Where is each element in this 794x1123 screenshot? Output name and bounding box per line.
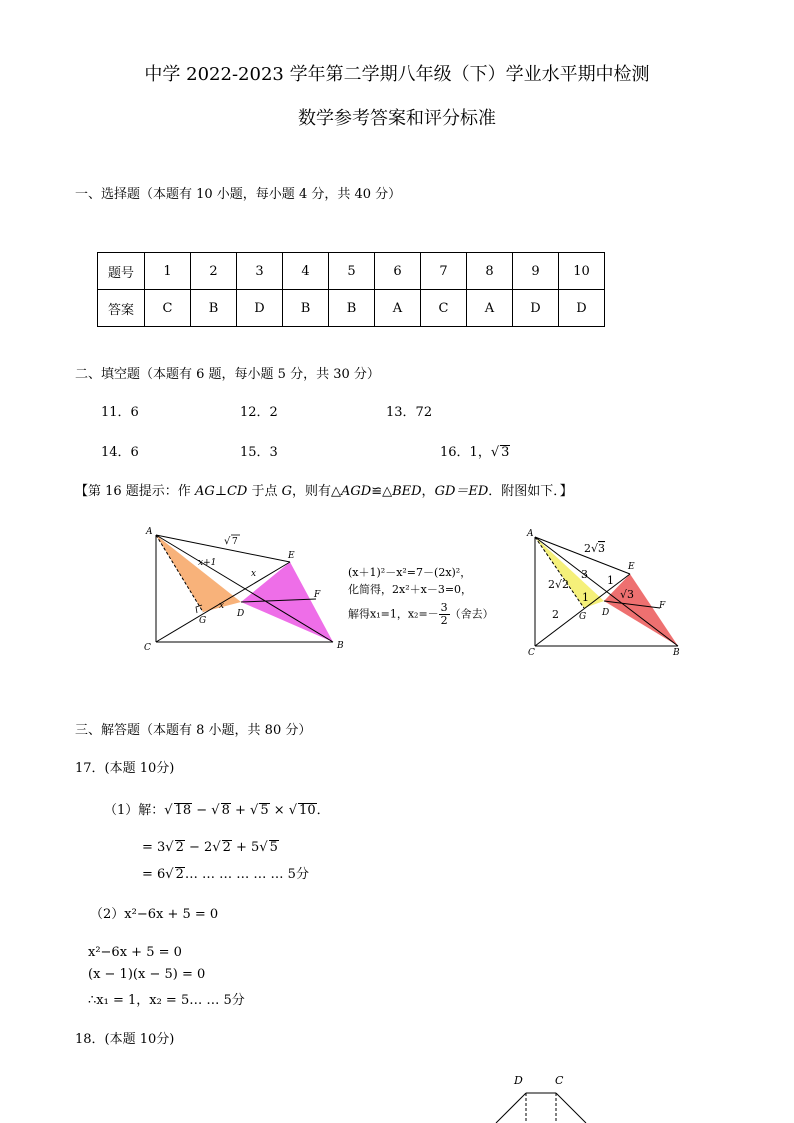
fraction-numerator: 3	[440, 601, 448, 614]
fill-answer-16-label: 16．1，	[440, 445, 491, 460]
table-cell: 1	[145, 253, 191, 290]
label-E: E	[288, 551, 295, 561]
q17-line: ∴x₁ = 1，x₂ = 5… … 5分	[88, 993, 245, 1008]
sqrt-radicand: 2	[175, 867, 184, 882]
table-cell: D	[559, 290, 605, 327]
q18-heading: 18．(本题 10分)	[75, 1032, 175, 1047]
fill-answer-11: 11．6	[101, 405, 139, 420]
answer-table	[97, 252, 605, 327]
table-header-cell: 题号	[98, 253, 145, 290]
label-G: G	[199, 616, 207, 626]
equation-line: (x＋1)²－x²=7－(2x)²，	[348, 566, 472, 579]
fill-answer-14: 14．6	[101, 445, 139, 460]
label-2: 2	[552, 608, 559, 621]
hint-16	[75, 480, 573, 499]
figure-q18	[490, 1070, 600, 1123]
fill-answer-16: 16．1，√ 3	[440, 445, 510, 460]
label-1: 1	[582, 591, 589, 604]
table-cell: 7	[421, 253, 467, 290]
label-B: B	[337, 641, 344, 651]
equation-block	[348, 564, 494, 627]
sqrt-radicand: 5	[269, 840, 278, 855]
equation-text: （舍去）	[449, 607, 494, 621]
table-cell: A	[375, 290, 421, 327]
sqrt-radicand: 5	[260, 803, 269, 818]
table-cell: B	[329, 290, 375, 327]
label-A: A	[146, 527, 153, 537]
label-1: 1	[607, 574, 614, 587]
sqrt-radicand: 2	[175, 840, 184, 855]
label-D: D	[602, 608, 610, 618]
section3-heading: 三、解答题（本题有 8 小题，共 80 分）	[75, 723, 312, 738]
label-2sqrt3: 2√3	[584, 542, 606, 555]
hint-math: AGD	[340, 484, 372, 499]
score-marker: … … … … … … 5分	[184, 867, 309, 882]
fill-answer-12: 12．2	[240, 405, 278, 420]
sqrt-radicand: 8	[221, 803, 230, 818]
period: ．	[316, 803, 330, 818]
hint-text: ．附图如下．】	[488, 484, 573, 499]
fraction-denominator: 2	[440, 614, 448, 627]
page-subtitle: 数学参考答案和评分标准	[298, 108, 496, 129]
label-2sqrt2: 2√2	[548, 578, 570, 591]
sqrt-radicand: 10	[299, 803, 316, 818]
label-sqrt7: 7	[232, 537, 238, 547]
table-cell: 9	[513, 253, 559, 290]
exam-title: 中学 2022-2023 学年第二学期八年级（下）学业水平期中检测	[144, 64, 650, 85]
equation-line: 化简得，2x²＋x－3=0，	[348, 583, 473, 596]
table-cell: D	[513, 290, 559, 327]
q17-part1: （1）解：√ 18 − √ 8 + √ 5 × √ 10．	[104, 803, 330, 818]
hint-math: AG⊥CD	[194, 484, 248, 499]
label-C: C	[555, 1074, 564, 1087]
fraction	[439, 602, 450, 627]
label-A: A	[527, 529, 534, 539]
label-C: C	[528, 648, 535, 658]
label-C: C	[144, 643, 151, 653]
sqrt-radicand: 3	[501, 445, 510, 460]
table-cell: 10	[559, 253, 605, 290]
q17-heading: 17．(本题 10分)	[75, 761, 175, 776]
table-cell: 4	[283, 253, 329, 290]
sqrt-radicand: 2	[222, 840, 231, 855]
table-cell: 2	[191, 253, 237, 290]
fill-answer-15: 15．3	[240, 445, 278, 460]
section1-heading: 一、选择题（本题有 10 小题，每小题 4 分，共 40 分）	[75, 187, 402, 202]
table-cell: B	[191, 290, 237, 327]
step-text: = 6	[142, 867, 166, 882]
table-cell: 5	[329, 253, 375, 290]
label-x: x	[251, 569, 257, 579]
fill-answer-13: 13．72	[386, 405, 433, 420]
q17-step2: = 6√ 2… … … … … … 5分	[142, 867, 309, 882]
hint-math: BED	[392, 484, 422, 499]
step-text: − 2	[184, 840, 213, 855]
q17-step1: = 3√ 2 − 2√ 2 + 5√ 5	[142, 840, 278, 855]
hint-math: GD＝ED	[434, 484, 489, 499]
label-x-plus-1: x+1	[198, 558, 217, 568]
hint-text: ≌△	[371, 484, 393, 499]
equation-text: 解得x₁=1，x₂=－	[348, 607, 439, 621]
table-cell: 6	[375, 253, 421, 290]
part-label: （1）解：	[104, 803, 165, 818]
label-F: F	[659, 601, 666, 611]
table-cell: D	[237, 290, 283, 327]
equation-line-3	[348, 602, 494, 627]
sqrt-radicand: 18	[174, 803, 192, 818]
table-cell: 3	[237, 253, 283, 290]
hint-text: ，	[421, 484, 435, 499]
hint-text: ，则有△	[291, 484, 341, 499]
q17-part2: （2）x²−6x + 5 = 0	[90, 907, 219, 922]
label-B: B	[673, 648, 680, 658]
label-G: G	[579, 612, 587, 622]
step-text: = 3	[142, 840, 166, 855]
table-cell: B	[283, 290, 329, 327]
label-F: F	[314, 590, 321, 600]
q17-line: (x − 1)(x − 5) = 0	[88, 967, 206, 982]
table-cell: 8	[467, 253, 513, 290]
label-sqrt3: √3	[620, 588, 635, 601]
table-cell: C	[421, 290, 467, 327]
label-3: 3	[581, 568, 588, 581]
q17-line: x²−6x + 5 = 0	[88, 945, 182, 960]
figure-2	[522, 522, 692, 660]
hint-text: 于点	[247, 484, 282, 499]
step-text: + 5	[231, 840, 260, 855]
hint-math: G	[281, 484, 292, 499]
figure-1	[140, 522, 350, 654]
label-D: D	[237, 609, 245, 619]
label-x: x	[219, 601, 225, 611]
table-cell: A	[467, 290, 513, 327]
table-row	[98, 253, 605, 290]
sqrt-sign: √	[224, 536, 231, 547]
table-header-cell: 答案	[98, 290, 145, 327]
label-E: E	[628, 562, 635, 572]
hint-text: 【第 16 题提示：作	[75, 484, 195, 499]
label-D: D	[514, 1074, 523, 1087]
table-row	[98, 290, 605, 327]
table-cell: C	[145, 290, 191, 327]
section2-heading: 二、填空题（本题有 6 题，每小题 5 分，共 30 分）	[75, 367, 380, 382]
